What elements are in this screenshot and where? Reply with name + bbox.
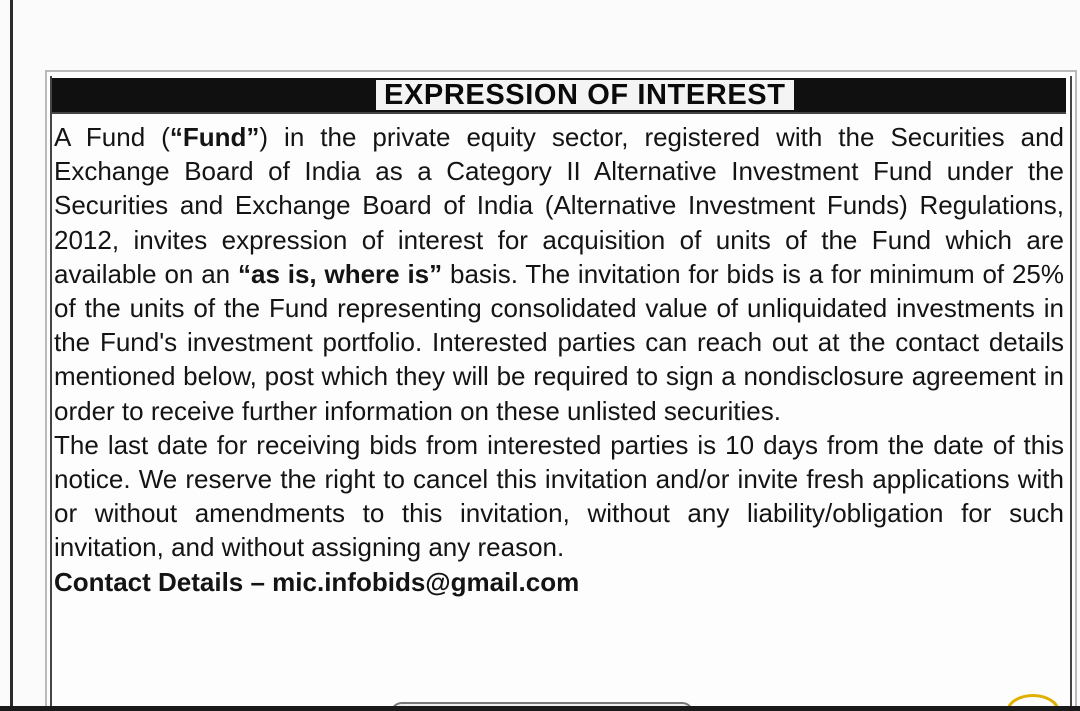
as-is-where-is-term: “as is, where is” — [237, 258, 443, 289]
contact-details: Contact Details – mic.infobids@gmail.com — [54, 566, 580, 597]
notice-title: EXPRESSION OF INTEREST — [376, 80, 794, 110]
title-banner — [52, 78, 1066, 114]
notice-paragraph-1 — [54, 120, 1064, 428]
fund-defined-term: “Fund” — [169, 122, 260, 152]
column-divider-line — [10, 0, 13, 711]
paragraph-1-intro: A Fund ( — [54, 122, 170, 152]
notice-paragraph-2: The last date for receiving bids from interested parties is 10 days from the date of this notice. We reserve the right to cancel this invitation and/or invite fresh applications with or without amendments to this invitation, without any liability/obligation for such invitation, and without assigning any reason. — [54, 429, 1064, 563]
paragraph-1-continuation: basis. The invitation for bids is a for minimum of 25% of the units of the Fund representing consolidated value of unliquidated investments in the Fund's investment portfolio. Interested parties can reach out at the contact details mentioned below, post which they will be required to sign a nondisclosure agreement in order to receive further information on these unlisted securities. — [54, 258, 1065, 426]
bottom-edge-line — [0, 706, 1080, 711]
paragraph-1-text: ) in the private equity sector, registered with the Securities and Exchange Board of India as a Category II Alternative Investment Fund under the Securities and Exchange Board of India (Alternative Investment Funds) Regulations, 2012, invites expression of interest for acquisition of units of the Fund which are available on an — [54, 122, 1064, 289]
notice-body — [54, 120, 1064, 599]
